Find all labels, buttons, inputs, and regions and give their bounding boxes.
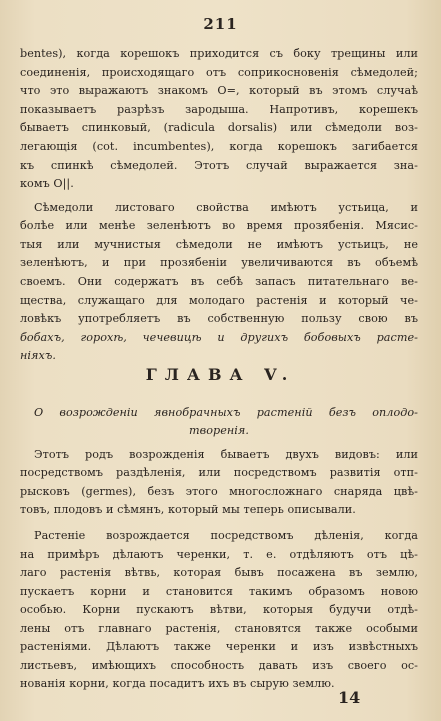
page-number: 211 [203, 15, 238, 33]
text-line: лаго растенія вѣтвь, которая бывъ посажена въ землю, [20, 566, 418, 579]
text-line: растеніями. Дѣлаютъ также черенки и изъ извѣстныхъ [20, 640, 418, 653]
text-line: товъ, плодовъ и сѣмянъ, который мы теперь описывали. [20, 503, 356, 516]
chapter-heading: ГЛАВА V. [145, 365, 296, 384]
text-line: Сѣмедоли листоваго свойства имѣютъ устьица, и [34, 201, 418, 214]
text-line: что это выражаютъ знакомъ О=, который въ этомъ случаѣ [20, 84, 418, 97]
text-line: соединенія, происходящаго отъ соприкосновенія сѣмедолей; [20, 66, 418, 79]
text-line: особью. Корни пускаютъ вѣтви, которыя будучи отдѣ- [20, 603, 418, 616]
catchword: 14 [338, 688, 361, 707]
chapter-subtitle: творенія. [189, 424, 249, 437]
text-line: Этотъ родъ возрожденія бываетъ двухъ видовъ: или [34, 448, 418, 461]
chapter-subtitle: О возрожденіи явнобрачныхъ растеній безъ оплодо- [34, 406, 418, 419]
text-line: листьевъ, имѣющихъ способность давать изъ своего ос- [20, 659, 418, 672]
text-line: показываетъ разрѣзъ зародыша. Напротивъ, корешекъ [20, 103, 418, 116]
text-line: Растеніе возрождается посредствомъ дѣленія, когда [34, 529, 418, 542]
text-line: тыя или мучнистыя сѣмедоли не имѣютъ устьицъ, не [20, 238, 418, 251]
text-line: на примѣръ дѣлаютъ черенки, т. е. отдѣляютъ отъ цѣ- [20, 548, 418, 561]
text-line: лены отъ главнаго растенія, становятся также особыми [20, 622, 418, 635]
text-line: bentes), когда корешокъ приходится съ боку трещины или [20, 47, 418, 60]
text-line: ніяхъ. [20, 349, 56, 362]
text-line: бобахъ, горохѣ, чечевицѣ и другихъ бобовыхъ расте- [20, 331, 418, 344]
text-line: посредствомъ раздѣленія, или посредствомъ развитія отп- [20, 466, 418, 479]
text-line: комъ О||. [20, 177, 74, 190]
text-line: бываетъ спинковый, (radicula dorsalis) или сѣмедоли воз- [20, 121, 418, 134]
text-line: болѣе или менѣе зеленѣютъ во время прозябенія. Мясис- [20, 219, 418, 232]
text-line: ловѣкъ употребляетъ въ собственную пользу свою въ [20, 312, 418, 325]
text-line: зеленѣютъ, и при прозябеніи увеличиваются въ объемѣ [20, 256, 418, 269]
text-line: нованія корни, когда посадитъ ихъ въ сырую землю. [20, 677, 335, 690]
text-line: щества, служащаго для молодаго растенія и который че- [20, 294, 418, 307]
text-line: пускаетъ корни и становится такимъ образомъ новою [20, 585, 418, 598]
text-line: своемъ. Они содержатъ въ себѣ запасъ питательнаго ве- [20, 275, 418, 288]
text-line: легающія (cot. incumbentes), когда корешокъ загибается [20, 140, 418, 153]
text-line: къ спинкѣ сѣмедолей. Этотъ случай выражается зна- [20, 159, 418, 172]
text-line: рысковъ (germes), безъ этого многосложнаго снаряда цвѣ- [20, 485, 418, 498]
